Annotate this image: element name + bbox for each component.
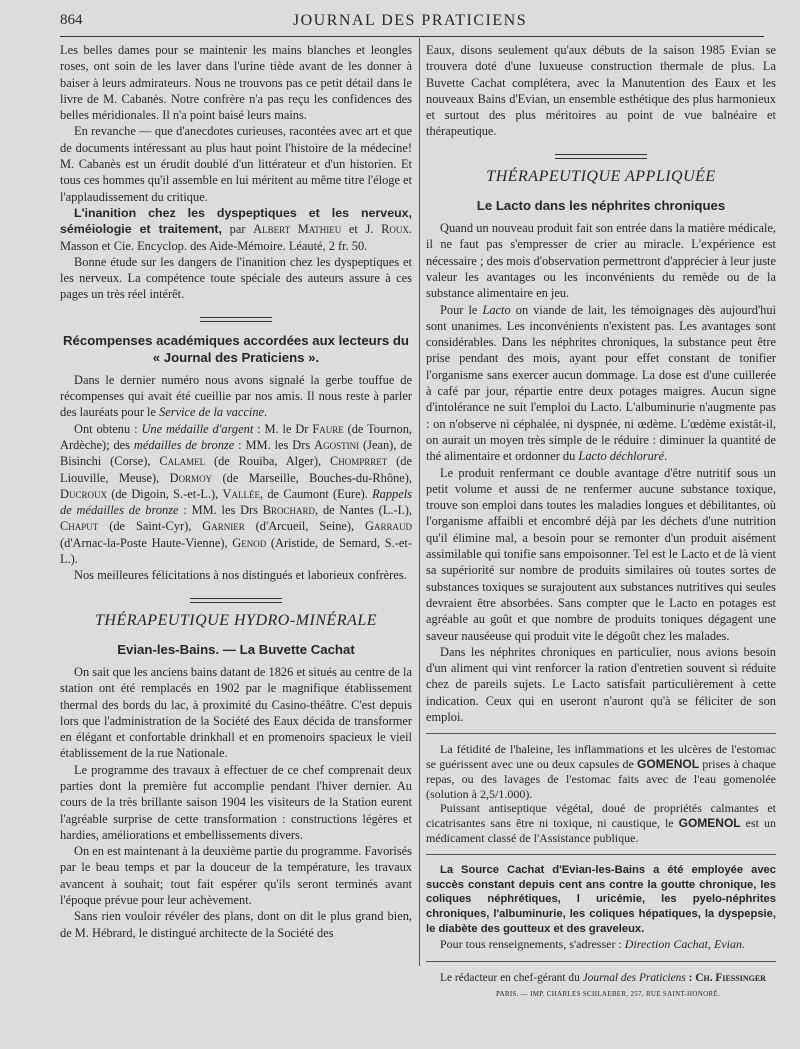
paragraph: On en est maintenant à la deuxième partie du programme. Favorisés par le beau temps et par la douceur de la température, les travaux avancent à souhait; tout fait espérer qu'ils seront terminés avant l'époque prévue pour leur achèvement. <box>60 844 412 908</box>
right-column <box>426 42 776 1002</box>
section-title: THÉRAPEUTIQUE HYDRO-MINÉRALE <box>95 611 377 629</box>
paragraph: Nos meilleures félicitations à nos distingués et laborieux confrères. <box>74 568 407 583</box>
source-cachat-ad <box>426 863 776 953</box>
laureates-list: Ont obtenu : Une médaille d'argent : M. le Dr Faure (de Tournon, Ardèche); des médailles de bronze : MM. les Drs Agostini (Jean), de Bisinchi (Corse), Calamel (de Rouiba, Alger), Chomprret (de Liouville, Meuse), Dormoy (de Marseille, Bouches-du-Rhône), Ducroux (de Digoin, S.-et-L.), Vallée, de Caumont (Eure). Rappels de médailles de bronze : MM. les Drs Brochard, de Nantes (L.-I.), Chaput (de Saint-Cyr), Garnier (d'Arcueil, Seine), Garraud (d'Arnac-la-Poste Haute-Vienne), Genod (Aristide, de Semard, S.-et-L.). <box>60 421 413 567</box>
ad-rule <box>426 854 776 855</box>
paragraph: Les belles dames pour se maintenir les mains blanches et leongles roses, ont soin de les laver dans l'urine tiède avant de les donner à baiser à leurs admirateurs. Nous ne trouvons pas ce petit détail dans le livre de M. Cabanès. Notre confrère n'a pas reçu les confidences des belles méridionales. Il n'a point baisé leurs mains. <box>60 43 412 123</box>
printer-line: PARIS. — IMP. CHARLES SCHLAEBER, 257, RUE SAINT-HONORÉ. <box>495 989 721 998</box>
paragraph: On sait que les anciens bains datant de 1826 et situés au centre de la station ont été remplacés en 1902 par le magnifique établissement thermal des bords du lac, à proximité du Casino-théâtre. C'est depuis lors que l'administration de la Société des Eaux décida de transformer en élégant et confortable drinkhall et en promenoirs spacieux le vieil établissement de la rue Nationale. <box>60 664 412 761</box>
left-column <box>60 42 412 941</box>
paragraph: Le produit renfermant ce double avantage d'être nutritif sous un petit volume et aussi de ne renfermer aucune substance toxique, trouve son emploi dans toutes les maladies longues et débilitantes, où l'organisme affaibli et encombré déjà par les déchets d'une nutrition qu'il élimine mal, a besoin pour se remonter d'un produit aisément assimilable qui tonifie sans empoisonner. Tel est le Lacto et de là vient sa supériorité sur nombre de produits similaires où toutes sortes de substances toxiques se surajoutent aux substances nutritives qui seules devraient être absorbées. Sans compter que le Lacto en potages est agréable au goût et que nombre de produits toniques dégagent une saveur nauséeuse qui produit vite le dégoût chez les malades. <box>426 465 776 643</box>
journal-title: JOURNAL DES PRATICIENS <box>292 12 528 29</box>
footer-rule <box>426 961 776 962</box>
paragraph: Sans rien vouloir révéler des plans, dont on dit le plus grand bien, de M. Hébrard, le distingué architecte de la Société des <box>60 909 412 940</box>
paragraph: Le programme des travaux à effectuer de ce chef comprenait deux parties dont la première fut accomplie pendant l'hiver dernier. Au cours de la très brillante saison 1904 les visiteurs de la Station eurent l'agréable surprise de cette transformation : constructions légères et hardies, améliorations et embellissements divers. <box>60 762 412 842</box>
section-title: THÉRAPEUTIQUE APPLIQUÉE <box>486 167 716 185</box>
paragraph: Eaux, disons seulement qu'aux débuts de la saison 1985 Evian se trouvera doté d'une luxueuse construction thermale de plus. La Buvette Cachat complétera, avec la Manutention des Eaux et les nouveaux Bains d'Evian, un ensemble esthétique des plus harmonieux et surtout des plus méritoires au point de vue balnéaire et thérapeutique. <box>426 43 776 139</box>
paragraph: Dans le dernier numéro nous avons signalé la gerbe touffue de récompenses qui avait été cueillie par nos amis. Il nous reste à parler des lauréats pour le Service de la vaccine. <box>60 372 412 420</box>
article-heading: Evian-les-Bains. — La Buvette Cachat <box>117 641 355 657</box>
article-heading: Le Lacto dans les néphrites chroniques <box>476 198 726 214</box>
header-rule <box>60 36 764 37</box>
section-separator <box>200 317 272 322</box>
ad-paragraph: La Source Cachat d'Evian-les-Bains a été employée avec succès constant depuis cent ans contre la goutte chronique, les coliques néphrétiques, l uricémie, les pyelo-néphrites chroniques, l'albuminurie, les coliques hépatiques, la dyspepsie, le diabète des goutteux et des graveleux. <box>426 863 776 936</box>
ad-paragraph: Pour tous renseignements, s'adresser : Direction Cachat, Evian. <box>440 936 745 951</box>
editor-line: Le rédacteur en chef-gérant du Journal des Praticiens : Ch. Fiessinger <box>440 971 766 984</box>
book-review: L'inanition chez les dyspeptiques et les nerveux, séméiologie et traitement, par Albert Mathieu et J. Roux. Masson et Cie. Encyclop. des Aide-Mémoire. Léauté, 2 fr. 50. <box>60 205 412 253</box>
column-divider <box>419 38 420 966</box>
page-header <box>60 12 760 32</box>
ad-rule <box>426 733 776 734</box>
section-separator <box>555 154 647 159</box>
ad-paragraph: La fétidité de l'haleine, les inflammations et les ulcères de l'estomac se guérissent avec une ou deux capsules de GOMENOL prises à chaque repas, ou des lavages de l'estomac faits avec de l'eau gomenolée (solution à 2,5/1.000). <box>426 742 776 801</box>
page-number: 864 <box>60 12 83 28</box>
paragraph: Pour le Lacto on viande de lait, les témoignages dès aujourd'hui sont unanimes. Les inconvénients n'existent pas. Les avantages sont considérables. Dans les néphrites chroniques, la substance peut être prise pendant des mois, ayant pour effet constant de tonifier l'organisme sans exercer aucun dommage. La dose est d'une cuillerée à café par jour, répartie entre deux potages maigres. Aucun signe d'intolérance ne suit l'emploi du Lacto. L'albuminurie n'augmente pas : on n'observe ni céphalée, ni dyspnée, ni œdème. L'œdème existât-il, on aurait un moyen très simple de le réduire : diminuer la quantité de thé alimentaire et ordonner du Lacto déchloruré. <box>426 302 777 464</box>
gomenol-ad <box>426 742 776 846</box>
ad-paragraph: Puissant antiseptique végétal, doué de propriétés calmantes et cicatrisantes sans être ni toxique, ni caustique, le GOMENOL est un médicament classé de l'Assistance publique. <box>426 801 776 846</box>
paragraph: Quand un nouveau produit fait son entrée dans la matière médicale, il ne faut pas s'empresser de crier au miracle. L'expérience est nécessaire ; des mois d'observation permettront d'apprécier à leur juste valeur les avantages ou les inconvénients du remède ou de la substance alimentaire en jeu. <box>426 221 776 301</box>
section-heading: Récompenses académiques accordées aux lecteurs du « Journal des Praticiens ». <box>63 332 409 365</box>
paragraph: En revanche — que d'anecdotes curieuses, racontées avec art et que de documents intéressant au plus haut point l'histoire de la médecine! M. Cabanès est un érudit doublé d'un littérateur et d'un historien. Et tous ces hommes qu'il assemble en lui méritent au même titre l'éloge et l'applaudissement du critique. <box>60 124 412 204</box>
paragraph: Bonne étude sur les dangers de l'inanition chez les dyspeptiques et les nerveux. La compétence toute spéciale des auteurs assure à ces pages un très réel intérêt. <box>60 254 412 302</box>
section-separator <box>190 598 282 603</box>
paragraph: Dans les néphrites chroniques en particulier, nous avions besoin d'un aliment qui vint renforcer la ration d'entretien souvent si réduite chez de pareils sujets. Le Lacto satisfait particulièrement à cette indication. Ceux qui en useront n'auront qu'à se féliciter de son emploi. <box>426 644 776 724</box>
